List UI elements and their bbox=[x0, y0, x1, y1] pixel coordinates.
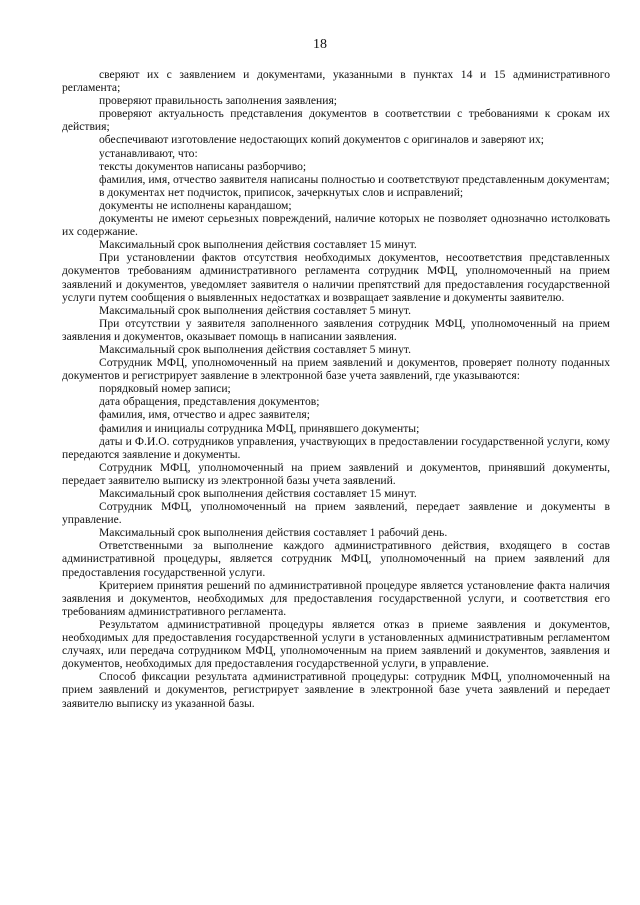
paragraph: Максимальный срок выполнения действия составляет 5 минут. bbox=[99, 342, 411, 356]
paragraph: обеспечивают изготовление недостающих копий документов с оригиналов и заверяют их; bbox=[99, 133, 544, 147]
paragraph: Способ фиксации результата административной процедуры: сотрудник МФЦ, уполномоченный на прием заявлений и документов, регистрирует заявление в электронной базе учета заявлений и передает заявителю выписку из указанной базы. bbox=[62, 670, 610, 710]
paragraph: Максимальный срок выполнения действия составляет 1 рабочий день. bbox=[99, 526, 448, 540]
paragraph: Максимальный срок выполнения действия составляет 5 минут. bbox=[99, 303, 411, 317]
paragraph: устанавливают, что: bbox=[99, 146, 198, 160]
paragraph: При отсутствии у заявителя заполненного заявления сотрудник МФЦ, уполномоченный на прием заявления и документов, оказывает помощь в написании заявления. bbox=[62, 316, 610, 343]
paragraph: Максимальный срок выполнения действия составляет 15 минут. bbox=[99, 487, 417, 500]
paragraph: фамилия, имя, отчество и адрес заявителя; bbox=[99, 408, 310, 422]
paragraph: в документах нет подчисток, приписок, зачеркнутых слов и исправлений; bbox=[99, 185, 464, 199]
paragraph: даты и Ф.И.О. сотрудников управления, участвующих в предоставлении государственной услуги, кому передаются заявление и документы. bbox=[62, 434, 610, 461]
paragraph: тексты документов написаны разборчиво; bbox=[99, 159, 307, 173]
paragraph: фамилия, имя, отчество заявителя написаны полностью и соответствуют представленным документам; bbox=[99, 172, 610, 186]
page-number: 18 bbox=[313, 37, 327, 52]
paragraph: сверяют их с заявлением и документами, указанными в пунктах 14 и 15 административного регламента; bbox=[62, 68, 610, 95]
paragraph: документы не исполнены карандашом; bbox=[99, 198, 292, 212]
paragraph: Максимальный срок выполнения действия составляет 15 минут. bbox=[99, 238, 417, 252]
paragraph: Сотрудник МФЦ, уполномоченный на прием заявлений и документов, проверяет полноту поданных документов и регистрирует заявление в электронной базе учета заявлений, где указываются: bbox=[62, 356, 610, 383]
paragraph: Результатом административной процедуры является отказ в приеме заявления и документов, необходимых для предоставления государственной услуги в установленных административным регламентом случаях, или передача сотрудником МФЦ, уполномоченным на прием заявлений и документов, заявления и документов, необходимых для предоставления государственной услуги, в управление. bbox=[62, 617, 610, 671]
paragraph: Критерием принятия решений по административной процедуре является установление факта наличия заявления и документов, необходимых для предоставления государственной услуги, и соответствия его требованиям административного регламента. bbox=[62, 578, 610, 618]
document-body bbox=[62, 68, 610, 710]
paragraph: Ответственными за выполнение каждого административного действия, входящего в состав административной процедуры, является сотрудник МФЦ, уполномоченный на прием заявлений для предоставления государственной услуги. bbox=[62, 539, 610, 579]
paragraph: При установлении фактов отсутствия необходимых документов, несоответствия представленных документов требованиям административного регламента сотрудник МФЦ, уполномоченный на прием заявлений и документов, уведомляет заявителя о наличии препятствий для предоставления государственной услуги путем сообщения о выявленных недостатках и возвращает заявление и документы заявителю. bbox=[62, 251, 610, 304]
paragraph: проверяют актуальность представления документов в соответствии с требованиями к срокам их действия; bbox=[62, 107, 610, 134]
paragraph: документы не имеют серьезных повреждений, наличие которых не позволяет однозначно истолковать их содержание. bbox=[62, 212, 610, 239]
paragraph: Сотрудник МФЦ, уполномоченный на прием заявлений, передает заявление и документы в управление. bbox=[62, 500, 610, 527]
paragraph: порядковый номер записи; bbox=[99, 382, 231, 396]
paragraph: проверяют правильность заполнения заявления; bbox=[99, 94, 338, 108]
paragraph: дата обращения, представления документов; bbox=[99, 395, 320, 409]
paragraph: Сотрудник МФЦ, уполномоченный на прием заявлений и документов, принявший документы, передает заявителю выписку из электронной базы учета заявлений. bbox=[62, 460, 610, 487]
paragraph: фамилия и инициалы сотрудника МФЦ, принявшего документы; bbox=[99, 421, 420, 435]
